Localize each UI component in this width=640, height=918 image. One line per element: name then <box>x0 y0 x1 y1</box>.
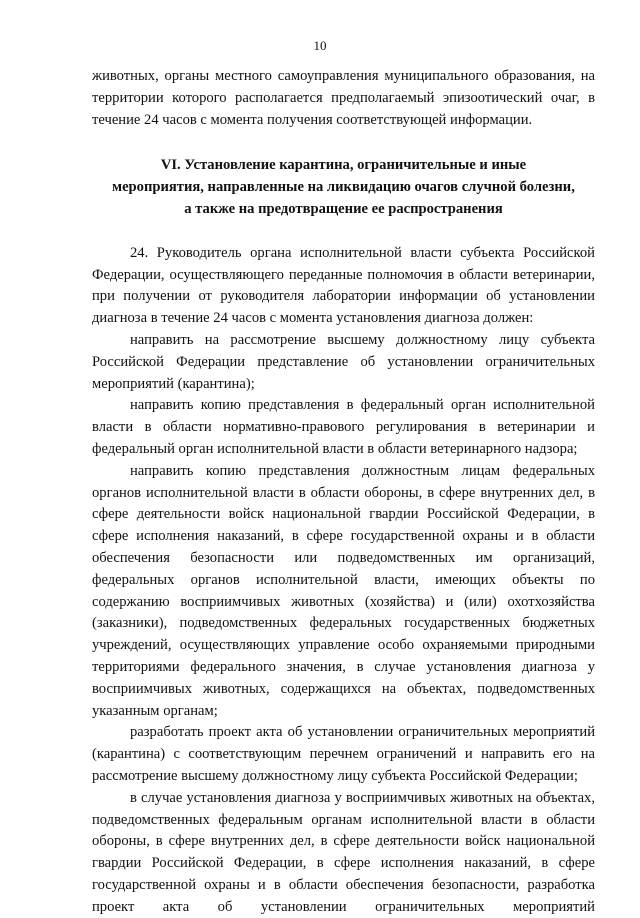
list-item: направить на рассмотрение высшему должностному лицу субъекта Российской Федерации представление об установлении ограничительных мероприятий (карантина); <box>92 331 595 392</box>
section-heading-line: а также на предотвращение ее распространения <box>184 200 503 217</box>
paragraph-24: 24. Руководитель органа исполнительной власти субъекта Российской Федерации, осуществляющего переданные полномочия в области ветеринарии, при получении от руководителя лаборатории информации об установлении диагноза в течение 24 часов с момента установления диагноза должен: <box>92 244 595 327</box>
list-item: направить копию представления в федеральный орган исполнительной власти в области нормативно-правового регулирования в ветеринарии и федеральный орган исполнительной власти в области ветеринарного надзора; <box>92 397 595 457</box>
list-item: в случае установления диагноза у восприимчивых животных на объектах, подведомственных федеральным органам исполнительной власти в области обороны, в сфере внутренних дел, в сфере деятельности войск национальной гвардии Российской Федерации, в сфере исполнения наказаний, в сфере государственной охраны и в области обеспечения безопасности, разработка проект акта об установлении ограничительных мероприятий <box>92 789 595 915</box>
page-number: 10 <box>313 38 327 53</box>
document-body <box>92 66 595 918</box>
section-heading-line: мероприятия, направленные на ликвидацию очагов случной болезни, <box>112 179 575 196</box>
section-heading-line: VI. Установление карантина, ограничительные и иные <box>160 157 527 174</box>
section-heading <box>92 155 595 220</box>
paragraph-continuation: животных, органы местного самоуправления муниципального образования, на территории которого располагается предполагаемый эпизоотический очаг, в течение 24 часов с момента получения соответствующей информации. <box>92 68 595 128</box>
list-item: разработать проект акта об установлении ограничительных мероприятий (карантина) с соответствующим перечнем ограничений и направить его на рассмотрение высшему должностному лицу субъекта Российской Федерации; <box>92 724 595 784</box>
list-item: направить копию представления должностным лицам федеральных органов исполнительной власти в области обороны, в сфере внутренних дел, в сфере деятельности войск национальной гвардии Российской Федерации, в сфере исполнения наказаний, в сфере государственной охраны и в области обеспечения безопасности или подведомственных им организаций, федеральных органов исполнительной власти, имеющих объекты по содержанию восприимчивых животных (хозяйства) и (или) охотхозяйства (заказники), подведомственных федеральных государственных бюджетных учреждений, осуществляющих управление особо охраняемыми природными территориями федерального значения, в случае установления диагноза у восприимчивых животных, содержащихся на объектах, подведомственных указанным органам; <box>92 462 595 719</box>
